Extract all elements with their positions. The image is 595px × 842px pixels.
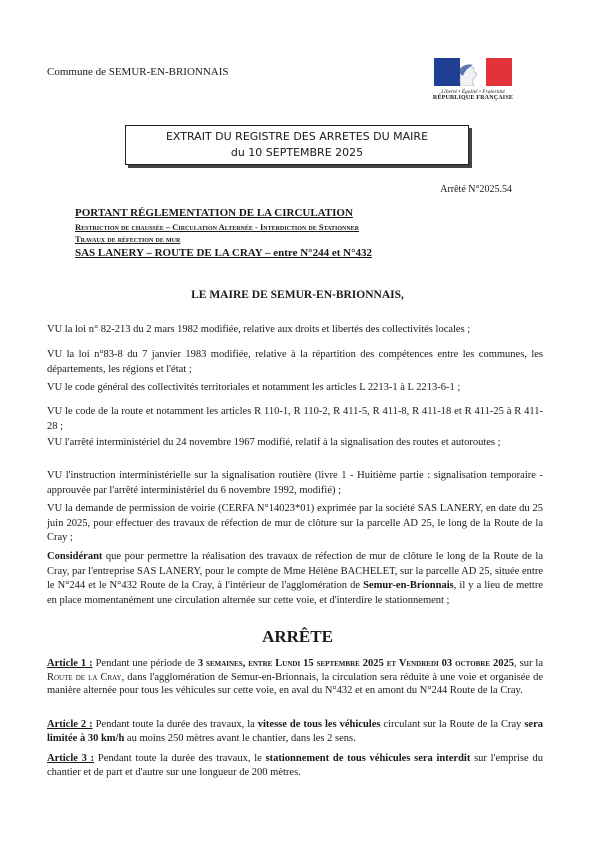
- maire-heading: LE MAIRE DE SEMUR-EN-BRIONNAIS,: [191, 289, 404, 301]
- vu-paragraph: VU le code général des collectivités territoriales et notamment les articles L 2213-1 à L 2213-6-1 ;: [47, 382, 461, 393]
- vu-paragraph: VU le code de la route et notamment les articles R 110-1, R 110-2, R 411-5, R 411-8, R 411-18 et R 411-25 à R 411-28 ;: [47, 406, 543, 432]
- article-3: Article 3 : Pendant toute la durée des travaux, le stationnement de tous véhicules sera interdit sur l'emprise du chantier et de part et d'autre sur une longueur de 200 mètres.: [47, 753, 543, 778]
- extrait-line-2: du 10 SEPTEMBRE 2025: [230, 146, 364, 159]
- extrait-line-1: EXTRAIT DU REGISTRE DES ARRETES DU MAIRE: [165, 130, 429, 143]
- republique-label: RÉPUBLIQUE FRANÇAISE: [432, 95, 514, 101]
- heading-travaux: Travaux de réfection de mur: [75, 234, 181, 244]
- vu-paragraph: VU la demande de permission de voirie (CERFA N°14023*01) exprimée par la société SAS LANERY, en date du 25 juin 2025, pour effectuer des travaux de réfection de mur de clôture sur la parcelle AD 25, le long de la Route de la Cray ;: [47, 503, 543, 543]
- vu-paragraph: VU l'arrêté interministériel du 24 novembre 1967 modifié, relatif à la signalisation des routes et autoroutes ;: [47, 437, 501, 448]
- commune-name: Commune de SEMUR-EN-BRIONNAIS: [47, 66, 229, 78]
- heading-restriction: Restriction de chaussée – Circulation Alternée - Interdiction de Stationner: [75, 222, 360, 232]
- vu-paragraph: VU l'instruction interministérielle sur la signalisation routière (livre 1 - Huitième partie : signalisation temporaire - approuvée par l'arrêté interministériel du 6 novembre 1992, modifié) ;: [47, 470, 543, 496]
- article-label: Article 1 :: [47, 658, 93, 669]
- article-1: Article 1 : Pendant une période de 3 semaines, entre Lundi 15 septembre 2025 et Vendredi 03 octobre 2025, sur la Route de la Cray, dans l'agglomération de Semur-en-Brionnais, la circulation sera réduite à une voie et organisée de manière alternée pour tous les véhicules sur cette voie, en aval du N°432 et en amont du N°244 Route de la Cray.: [47, 658, 543, 696]
- article-2: Article 2 : Pendant toute la durée des travaux, la vitesse de tous les véhicules circulant sur la Route de la Cray sera limitée à 30 km/h au moins 250 mètres avant le chantier, dans les 2 sens.: [47, 719, 543, 744]
- vu-paragraph: VU la loi n° 82-213 du 2 mars 1982 modifiée, relative aux droits et libertés des collectivités locales ;: [47, 324, 471, 335]
- article-label: Article 3 :: [47, 753, 95, 764]
- arrete-number: Arrêté N°2025.54: [440, 184, 512, 195]
- place-name: Semur-en-Brionnais: [363, 580, 454, 591]
- arrete-title: ARRÊTE: [262, 627, 333, 646]
- heading-sas: SAS LANERY – ROUTE DE LA CRAY – entre N°244 et N°432: [75, 247, 372, 259]
- considerant-paragraph: Considérant que pour permettre la réalisation des travaux de réfection de mur de clôture le long de la Route de la Cray, par l'entreprise SAS LANERY, pour le compte de Mme Hélène BACHELET, sur la parcelle AD 25, située entre le N°244 et le N°432 Route de la Cray, à l'intérieur de l'agglomération de Semur-en-Brionnais, il y a lieu de mettre en place momentanément une circulation alternée sur cette voie, et d'interdire le stationnement ;: [47, 551, 543, 606]
- heading-title: PORTANT RÉGLEMENTATION DE LA CIRCULATION: [75, 207, 353, 219]
- marianne-icon: [433, 58, 513, 86]
- considerant-label: Considérant: [47, 551, 103, 562]
- republique-francaise-logo: [432, 58, 514, 101]
- devise-text: Liberté • Égalité • Fraternité: [441, 89, 505, 95]
- vu-paragraph: VU la loi n°83-8 du 7 janvier 1983 modifiée, relative à la répartition des compétences entre les communes, les départements, les régions et l'état ;: [47, 349, 543, 375]
- extrait-box: [125, 125, 469, 165]
- article-label: Article 2 :: [47, 719, 93, 730]
